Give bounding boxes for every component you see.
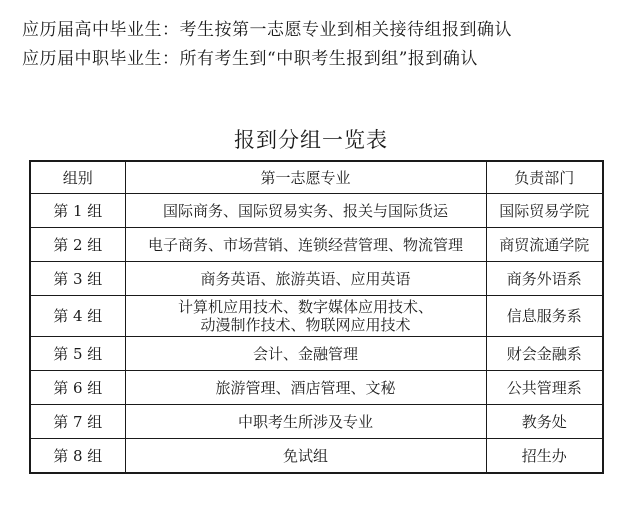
group-cell: 第 4 组: [30, 296, 125, 337]
majors-cell: [125, 296, 486, 337]
header-department: 负责部门: [486, 161, 603, 194]
intro-line-vocational: 应历届中职毕业生：所有考生到“中职考生报到组”报到确认: [22, 49, 478, 69]
group-cell: 第 1 组: [30, 194, 125, 228]
header-first-choice-major: 第一志愿专业: [125, 161, 486, 194]
table-title: 报到分组一览表: [234, 128, 388, 152]
table-row: [30, 262, 603, 296]
group-cell: 第 2 组: [30, 228, 125, 262]
table-row: [30, 439, 603, 474]
registration-group-table: [29, 160, 604, 474]
group-cell: 第 8 组: [30, 439, 125, 474]
majors-cell: 电子商务、市场营销、连锁经营管理、物流管理: [125, 228, 486, 262]
table-header-row: [30, 161, 603, 194]
table-row: [30, 337, 603, 371]
department-cell: 公共管理系: [486, 371, 603, 405]
department-cell: 商贸流通学院: [486, 228, 603, 262]
table-row: [30, 194, 603, 228]
table-row: [30, 405, 603, 439]
group-cell: 第 3 组: [30, 262, 125, 296]
majors-cell: 中职考生所涉及专业: [125, 405, 486, 439]
majors-cell: 国际商务、国际贸易实务、报关与国际货运: [125, 194, 486, 228]
majors-cell: 免试组: [125, 439, 486, 474]
intro-line-high-school: 应历届高中毕业生：考生按第一志愿专业到相关接待组报到确认: [22, 20, 512, 40]
department-cell: 信息服务系: [486, 296, 603, 337]
group-cell: 第 5 组: [30, 337, 125, 371]
majors-line: 动漫制作技术、物联网应用技术: [200, 316, 411, 334]
table-row: [30, 296, 603, 337]
table-row: [30, 371, 603, 405]
department-cell: 财会金融系: [486, 337, 603, 371]
department-cell: 招生办: [486, 439, 603, 474]
department-cell: 商务外语系: [486, 262, 603, 296]
department-cell: 国际贸易学院: [486, 194, 603, 228]
header-group: 组别: [30, 161, 125, 194]
department-cell: 教务处: [486, 405, 603, 439]
group-cell: 第 7 组: [30, 405, 125, 439]
majors-line: 计算机应用技术、数字媒体应用技术、: [177, 298, 433, 316]
table-row: [30, 228, 603, 262]
majors-cell: 旅游管理、酒店管理、文秘: [125, 371, 486, 405]
majors-cell: 会计、金融管理: [125, 337, 486, 371]
intro-text: [22, 16, 512, 74]
majors-cell: 商务英语、旅游英语、应用英语: [125, 262, 486, 296]
group-cell: 第 6 组: [30, 371, 125, 405]
